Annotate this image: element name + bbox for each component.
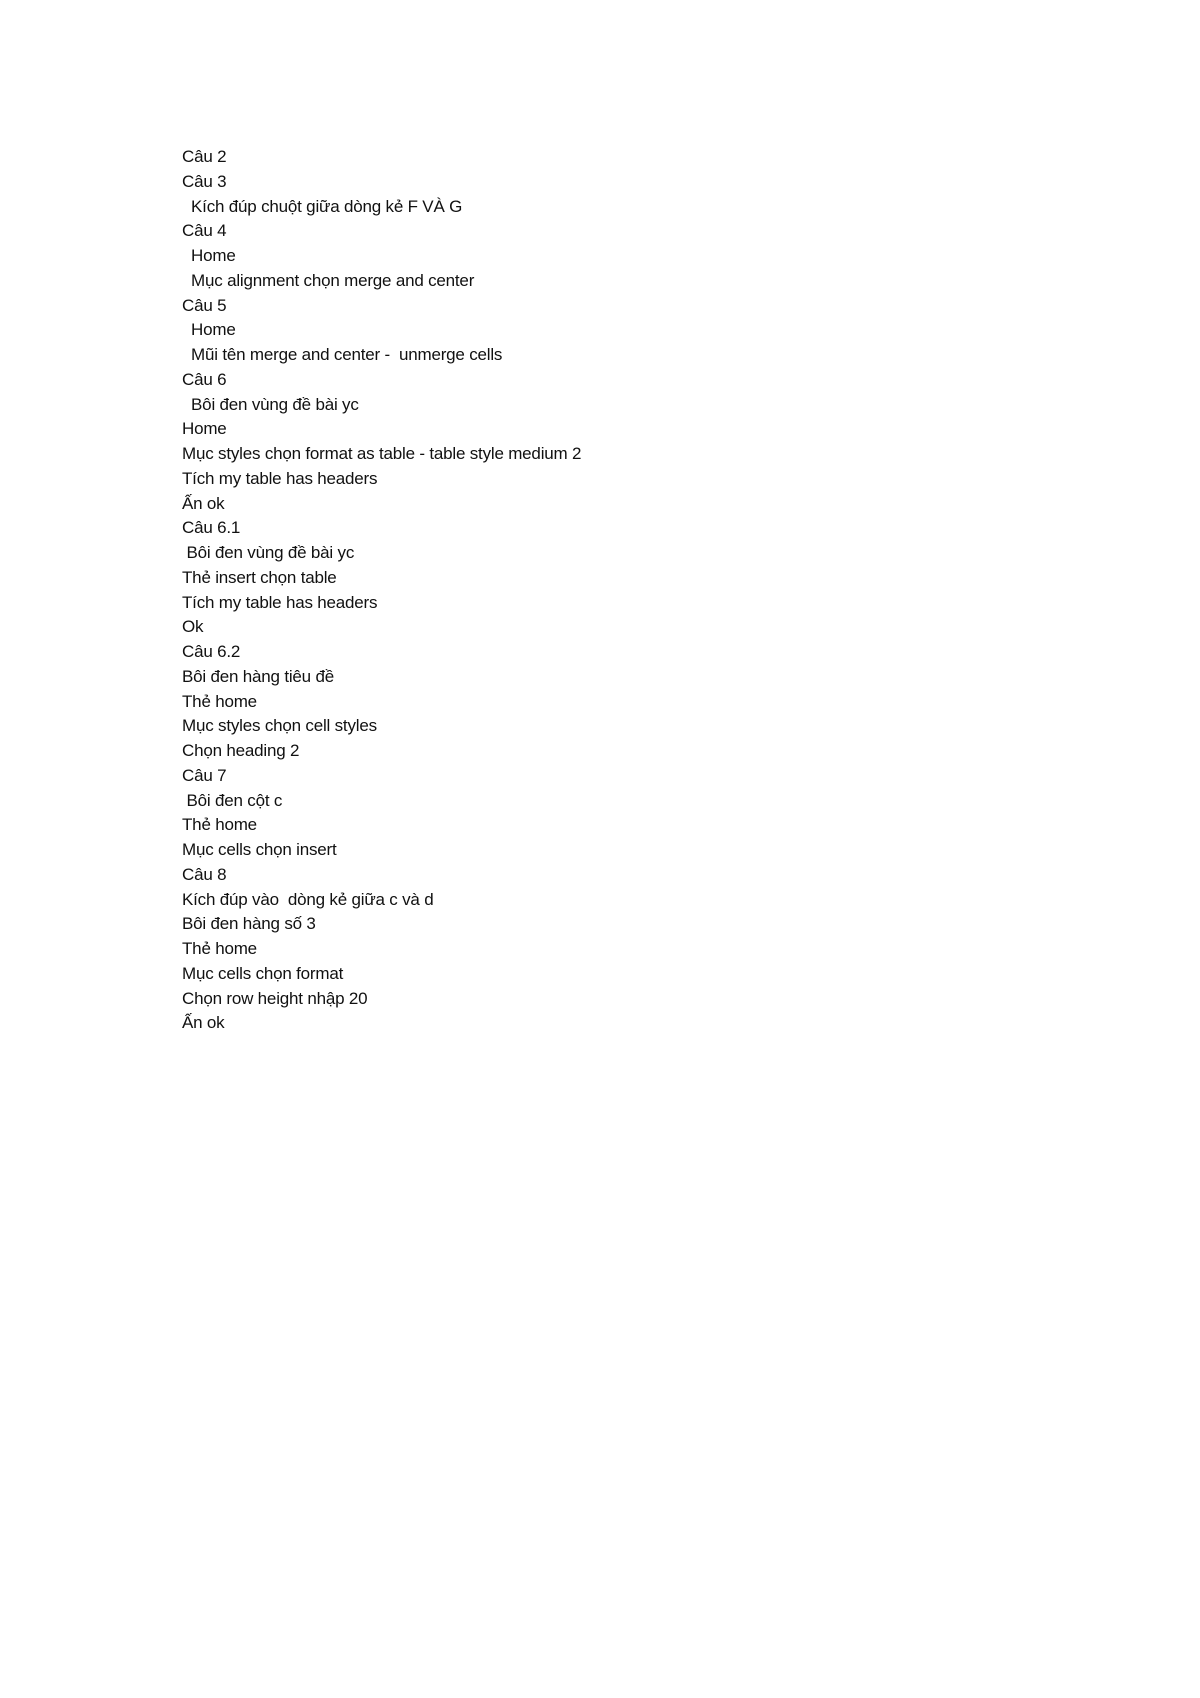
text-line: Mục alignment chọn merge and center [182,270,475,290]
text-line: Câu 2 [182,147,227,166]
text-line: Mục cells chọn insert [182,840,337,859]
text-line: Bôi đen hàng số 3 [182,914,316,934]
text-line: Ấn ok [182,493,225,513]
text-line: Home [182,320,236,340]
text-line: Kích đúp vào dòng kẻ giữa c và d [182,889,434,909]
text-line: Câu 3 [182,171,227,191]
text-line: Kích đúp chuột giữa dòng kẻ F VÀ G [182,196,463,216]
text-line: Mục styles chọn format as table - table style medium 2 [182,444,582,463]
text-line: Câu 6 [182,369,227,389]
text-line: Câu 8 [182,864,227,884]
text-line: Thẻ insert chọn table [182,567,337,587]
text-line: Mũi tên merge and center - unmerge cells [182,345,503,364]
text-line: Chọn heading 2 [182,741,300,760]
text-line: Thẻ home [182,691,257,711]
text-line: Tích my table has headers [182,468,378,488]
text-line: Bôi đen hàng tiêu đề [182,666,334,686]
text-line: Câu 6.2 [182,642,241,661]
text-line: Home [182,246,236,265]
text-line: Chọn row height nhập 20 [182,988,368,1008]
text-line: Ấn ok [182,1013,225,1033]
document-body [182,145,1082,1036]
text-line: Thẻ home [182,939,257,958]
text-line: Câu 5 [182,295,227,315]
text-line: Home [182,419,227,439]
text-line: Thẻ home [182,815,257,835]
text-line: Bôi đen vùng đề bài yc [182,543,355,562]
text-line: Bôi đen vùng đề bài yc [182,394,359,414]
text-line: Mục styles chọn cell styles [182,716,377,736]
text-line: Bôi đen cột c [182,790,283,810]
text-line: Mục cells chọn format [182,963,344,983]
text-line: Tích my table has headers [182,592,378,612]
text-line: Ok [182,617,204,637]
text-line: Câu 7 [182,765,227,785]
text-line: Câu 6.1 [182,518,241,538]
text-line: Câu 4 [182,221,227,241]
